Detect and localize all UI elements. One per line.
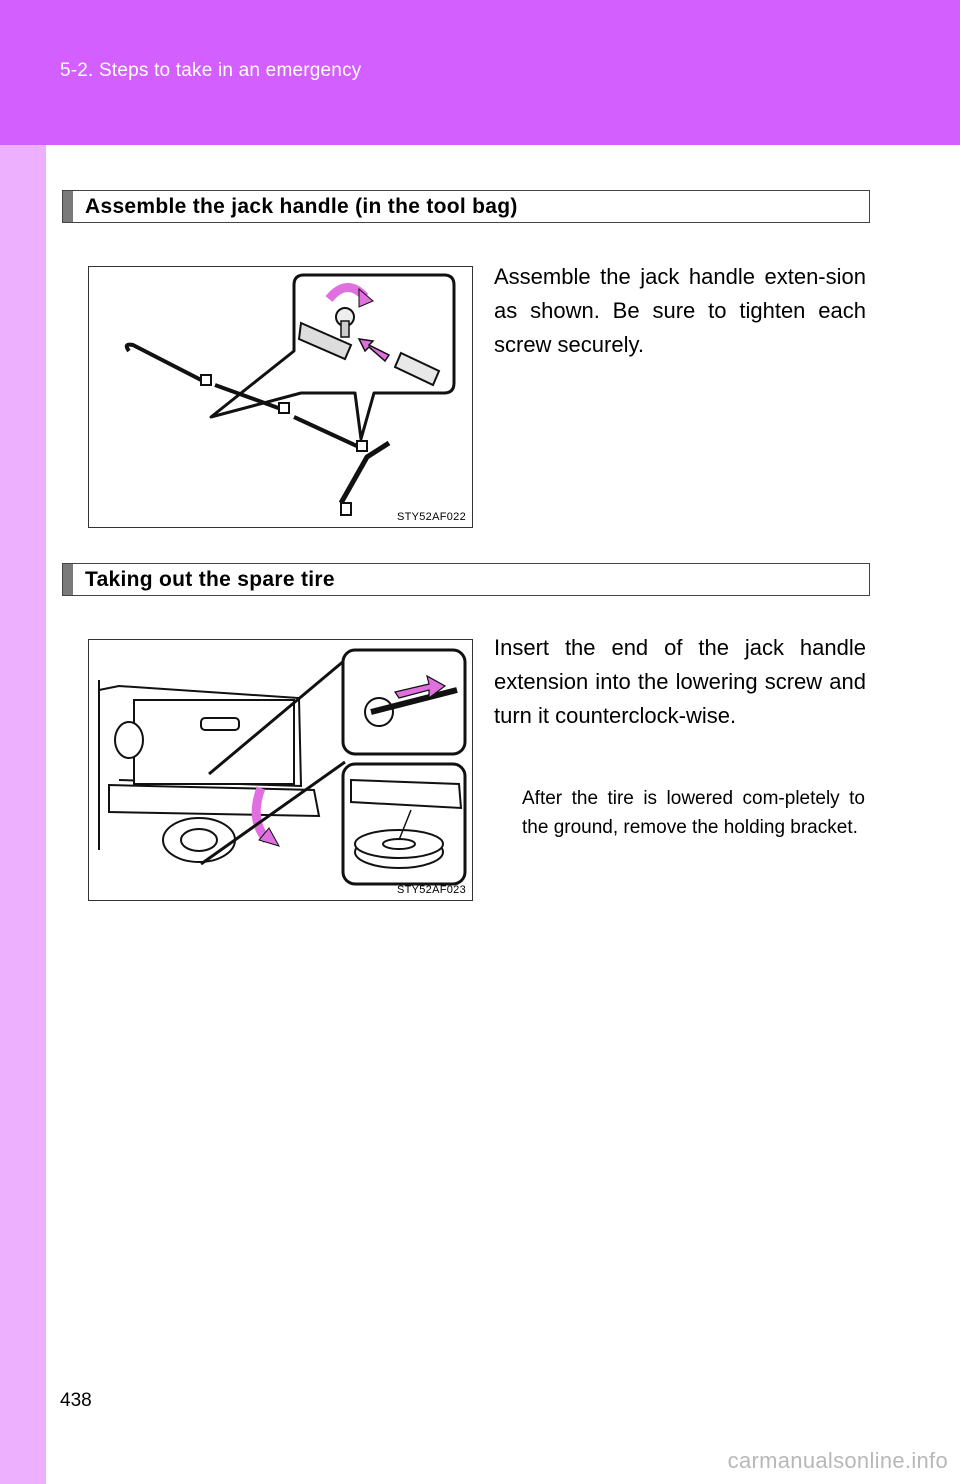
lowering-instructions: Insert the end of the jack handle extension into the lowering screw and turn it counterclock-wise. — [494, 635, 866, 728]
jack-handle-drawing — [89, 267, 474, 529]
bracket-note: After the tire is lowered com-pletely to the ground, remove the holding bracket. — [522, 788, 865, 838]
assemble-instructions: Assemble the jack handle exten-sion as shown. Be sure to tighten each screw securely. — [494, 264, 866, 357]
jack-handle-illustration — [88, 266, 473, 528]
side-band — [0, 145, 46, 1484]
section-title-bar — [63, 191, 73, 222]
section-title-spare-tire — [62, 563, 870, 596]
section-title-bar — [63, 564, 73, 595]
breadcrumb: 5-2. Steps to take in an emergency — [60, 60, 362, 81]
spare-tire-illustration — [88, 639, 473, 901]
watermark: carmanualsonline.info — [727, 1448, 948, 1473]
figure-code: STY52AF022 — [396, 511, 466, 523]
spare-tire-drawing — [89, 640, 474, 902]
section-title-text: Assemble the jack handle (in the tool bag) — [85, 194, 518, 218]
section-title-assemble-jack-handle — [62, 190, 870, 223]
figure-code: STY52AF023 — [396, 884, 466, 896]
section-title-text: Taking out the spare tire — [85, 567, 335, 591]
page-number: 438 — [60, 1390, 92, 1411]
